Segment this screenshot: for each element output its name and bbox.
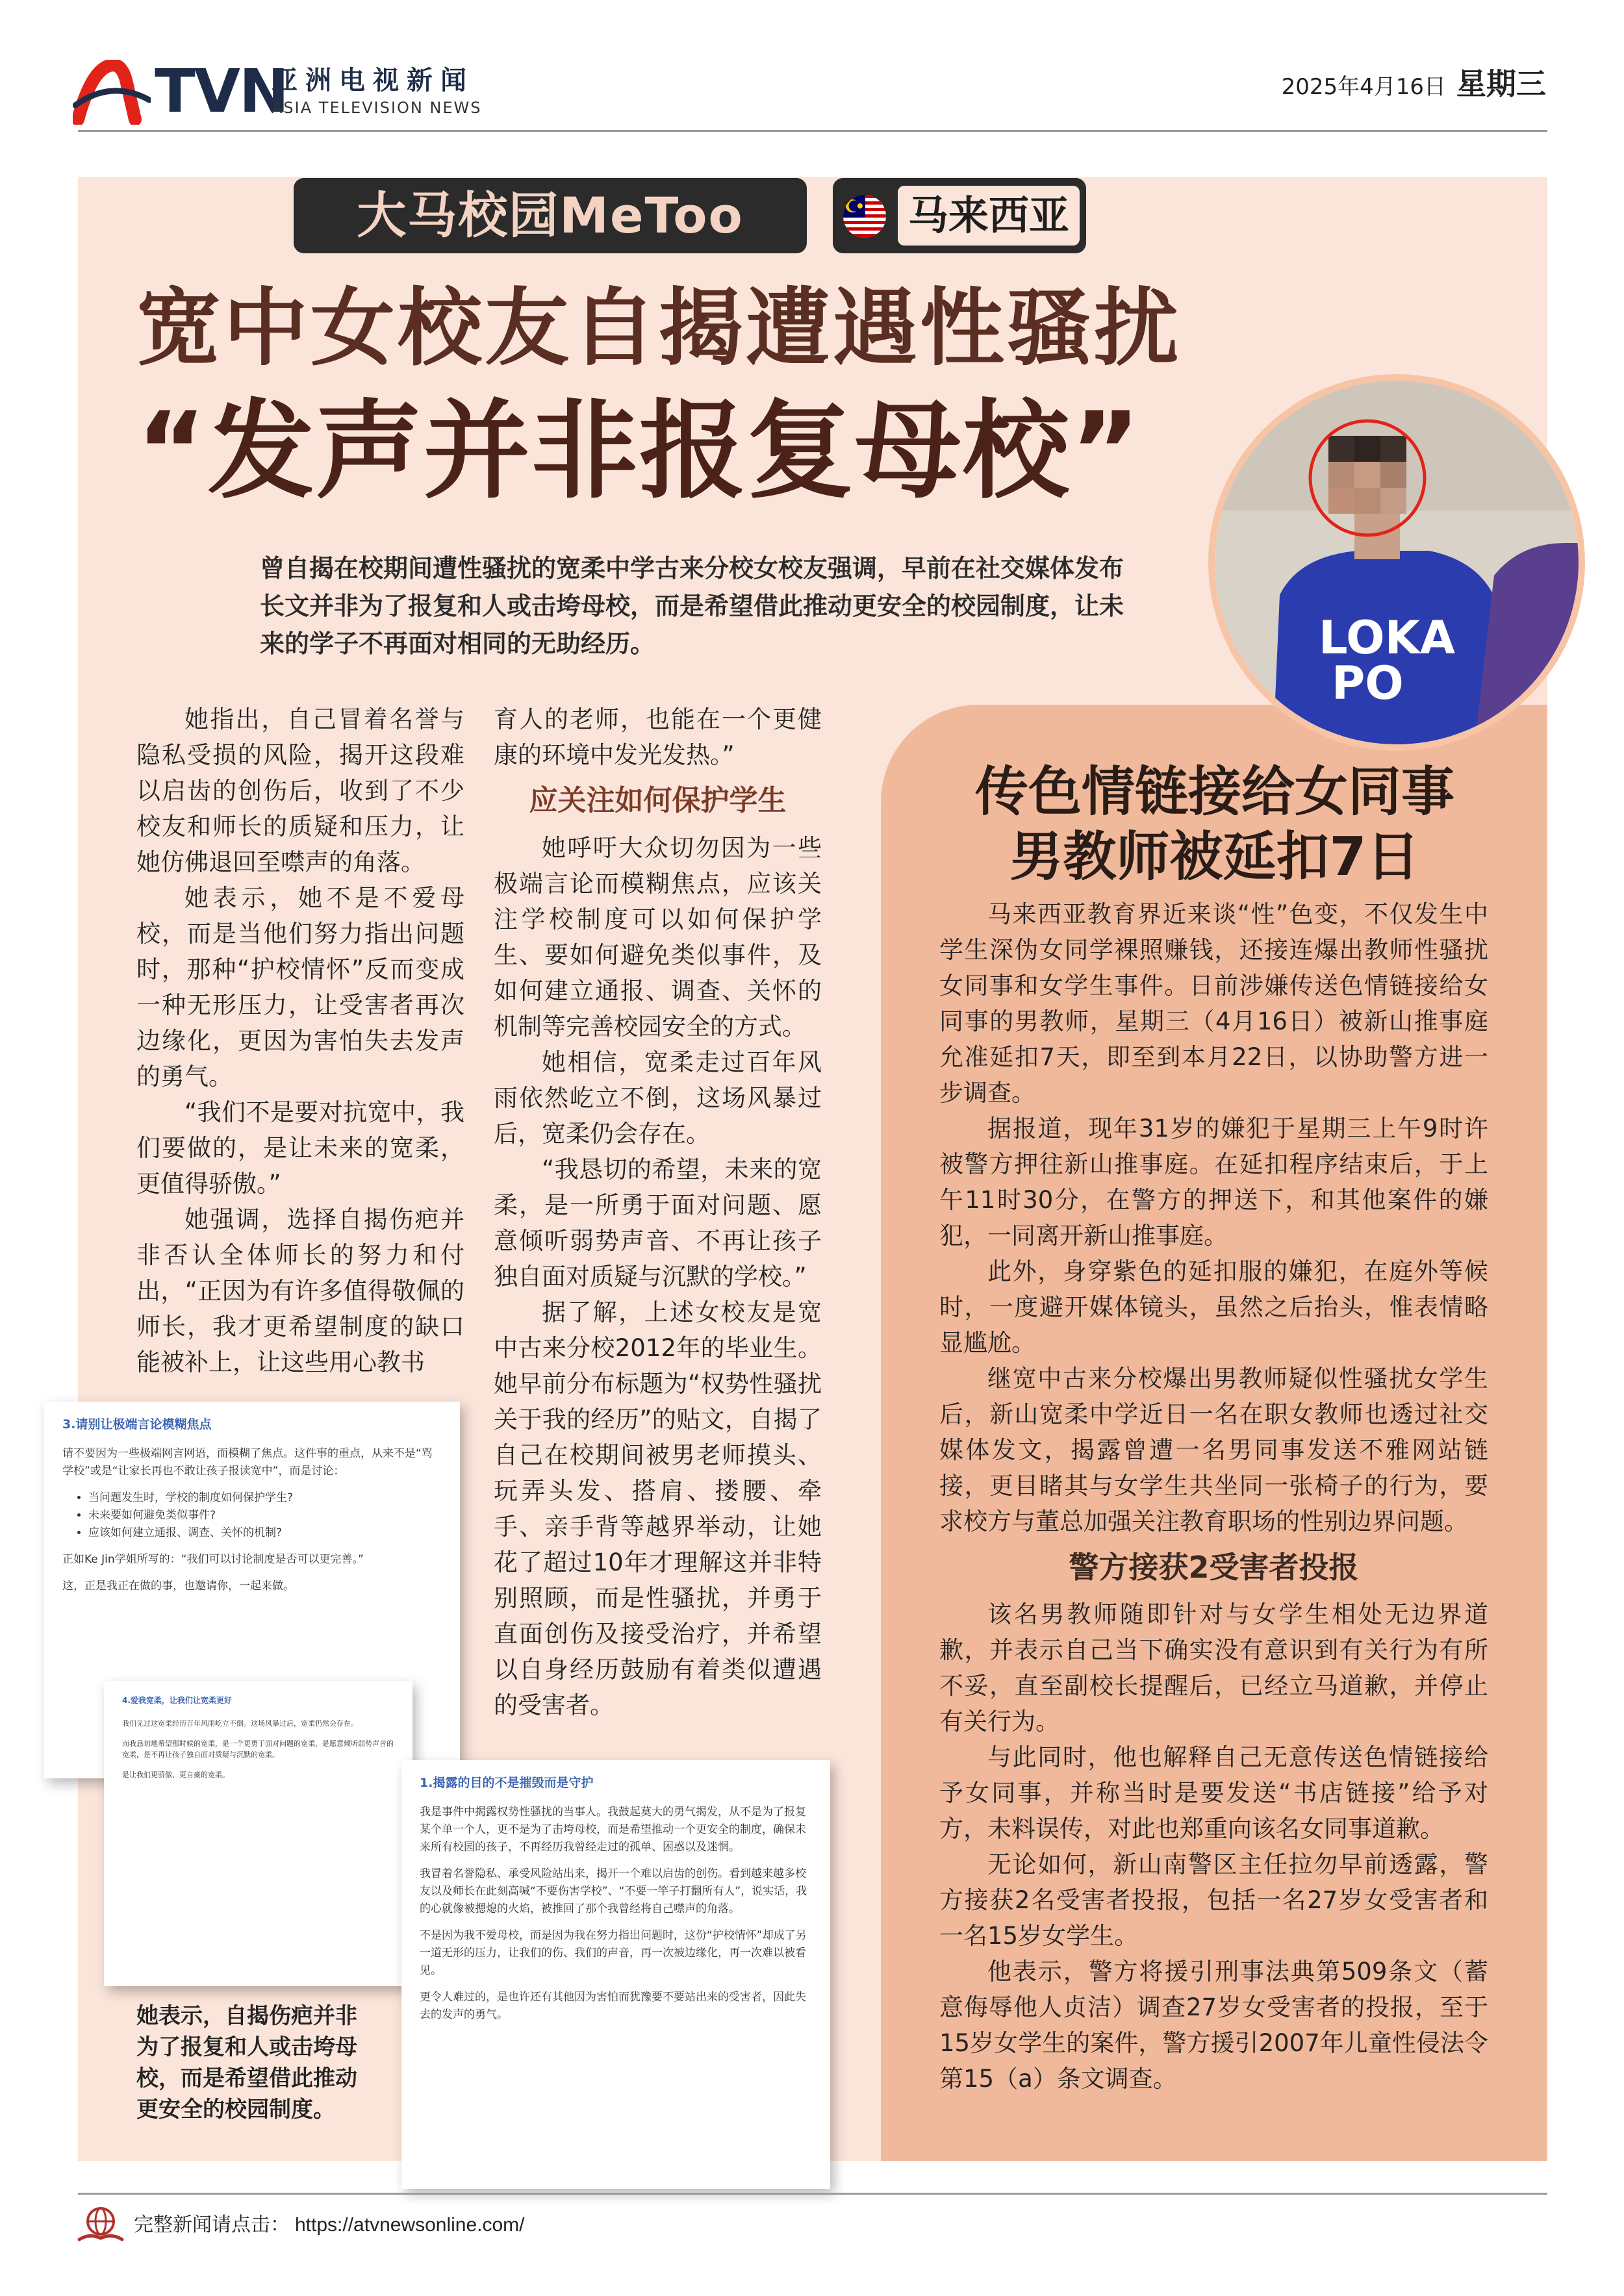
article-column-1: [136, 701, 464, 1380]
paragraph: 据了解，上述女校友是宽中古来分校2012年的毕业生。她早前分布标题为“权势性骚扰 关于我的经历”的贴文，自揭了自己在校期间被男老师摸头、玩弄头发、搭肩、搂腰、牵手、亲手背等越界举动，让她花了超过10年才理解这并非特别照顾，而是性骚扰，并勇于直面创伤及接受治疗，并希望以自身经历鼓励有着类似遭遇的受害者。: [494, 1298, 822, 1719]
malaysia-flag-icon: [843, 195, 886, 238]
paragraph: 她相信，宽柔走过百年风雨依然屹立不倒，这场风暴过后，宽柔仍会存在。: [494, 1048, 822, 1148]
card-bullet: • 当问题发生时，学校的制度如何保护学生?: [88, 1489, 442, 1507]
sidebar-headline: [909, 760, 1520, 890]
card-paragraph: 我冒着名誉隐私、承受风险站出来，揭开一个难以启齿的创伤。看到越来越多校友以及师长在此刻高喊“不要伤害学校”、“不要一竿子打翻所有人”，说实话，我的心就像被摁熄的火焰，被推回了那个我曾经将自己噤声的角落。: [420, 1867, 807, 1915]
card-paragraph: 而我恳切地希望那时候的宽柔，是一个更勇于面对问题的宽柔，是愿意倾听弱势声音的宽柔，是不再让孩子独自面对质疑与沉默的宽柔。: [122, 1739, 394, 1759]
weekday-text: 星期三: [1456, 66, 1546, 101]
paragraph: 她表示，她不是不爱母校，而是当他们努力指出问题时，那种“护校情怀”反而变成一种无形压力，让受害者再次边缘化，更因为害怕失去发声的勇气。: [136, 884, 464, 1091]
post-screenshot-card: [104, 1681, 412, 1986]
card-bullet-list: [88, 1489, 442, 1542]
paragraph: 马来西亚教育界近来谈“性”色变，不仅发生中学生深伪女同学裸照赚钱，还接连爆出教师性骚扰女同事和女学生事件。日前涉嫌传送色情链接给女同事的男教师，星期三（4月16日）被新山推事庭允准延扣7天，即至到本月22日，以协助警方进一步调查。: [939, 900, 1488, 1107]
paragraph: 无论如何，新山南警区主任拉勿早前透露，警方接获2名受害者投报，包括一名27岁女受害者和一名15岁女学生。: [939, 1850, 1488, 1950]
card-paragraph: 更令人难过的，是也许还有其他因为害怕而犹豫要不要站出来的受害者，因此失去的发声的勇气。: [420, 1991, 806, 2021]
issue-date: [1282, 68, 1546, 103]
paragraph: 他表示，警方将援引刑事法典第509条文（蓄意侮辱他人贞洁）调查27岁女受害者的投报，至于15岁女学生的案件，警方援引2007年儿童性侵法令第15（a）条文调查。: [939, 1958, 1488, 2093]
globe-hand-icon: [77, 2204, 125, 2245]
article-column-2: [494, 701, 822, 1723]
photo-caption: 她表示，自揭伤疤并非为了报复和人或击垮母校，而是希望借此推动更安全的校园制度。: [136, 2003, 357, 2123]
footer-link-line: [134, 2210, 525, 2241]
section-subheading: 应关注如何保护学生: [529, 784, 787, 817]
country-label: 马来西亚: [898, 186, 1080, 246]
card-paragraph: 请不要因为一些极端网言网语，而模糊了焦点。这件事的重点，从来不是“骂学校”或是“让家长再也不敢让孩子报读宽中”，而是讨论：: [62, 1447, 433, 1478]
card-paragraph: 正如Ke Jin学姐所写的：“我们可以讨论制度是否可以更完善。”: [62, 1553, 364, 1566]
masthead: [0, 0, 1624, 149]
country-tag: [833, 178, 1086, 253]
date-text: 2025年4月16日: [1281, 74, 1446, 100]
paragraph: 此外，身穿紫色的延扣服的嫌犯，在庭外等候时，一度避开媒体镜头，虽然之后抬头，惟表情略显尴尬。: [939, 1257, 1488, 1357]
headline-main: 宽中女校友自揭遭遇性骚扰: [136, 279, 1182, 377]
logo-chinese-name: 亚洲电视新闻: [272, 66, 474, 95]
footer-url-link[interactable]: https://atvnewsonline.com/: [295, 2214, 525, 2236]
sidebar-subheading: 警方接获2受害者投报: [1069, 1550, 1359, 1585]
card-title: 1.揭露的目的不是摧毁而是守护: [420, 1776, 594, 1790]
article-lede: 曾自揭在校期间遭性骚扰的宽柔中学古来分校女校友强调，早前在社交媒体发布长文并非为了报复和人或击垮母校，而是希望借此推动更安全的校园制度，让未来的学子不再面对相同的无助经历。: [260, 554, 1124, 658]
paragraph: 与此同时，他也解释自己无意传送色情链接给予女同事，并称当时是要发送“书店链接”给予对方，未料误传，对此也郑重向该名女同事道歉。: [939, 1743, 1488, 1843]
post-screenshot-card: [401, 1760, 830, 2189]
series-tag: 大马校园MeToo: [294, 178, 807, 253]
paragraph: 她强调，选择自揭伤疤并非否认全体师长的努力和付出，“正因为有许多值得敬佩的师长，我才更希望制度的缺口能被补上，让这些用心教书: [136, 1205, 464, 1376]
paragraph: 该名男教师随即针对与女学生相处无边界道歉，并表示自己当下确实没有意识到有关行为有所不妥，直至副校长提醒后，已经立马道歉，并停止有关行为。: [939, 1600, 1488, 1735]
paragraph: 继宽中古来分校爆出男教师疑似性骚扰女学生后，新山宽柔中学近日一名在职女教师也透过社交媒体发文，揭露曾遭一名男同事发送不雅网站链接，更目睹其与女学生共坐同一张椅子的行为，要求校方与董总加强关注教育职场的性别边界问题。: [939, 1365, 1488, 1535]
card-bullet: • 应该如何建立通报、调查、关怀的机制?: [88, 1524, 442, 1542]
logo-wordmark: TVN: [155, 57, 288, 126]
sidebar-column: [939, 896, 1488, 2097]
atvn-logo-icon: [73, 60, 151, 125]
header-divider: [78, 130, 1547, 132]
svg-text:PO: PO: [1332, 657, 1404, 710]
pixelated-face: [1328, 436, 1406, 514]
headline-quote: “发声并非报复母校”: [136, 389, 1142, 513]
suspect-photo: [1208, 374, 1585, 751]
paragraph: 据报道，现年31岁的嫌犯于星期三上午9时许被警方押往新山推事庭。在延扣程序结束后，于上午11时30分，在警方的押送下，和其他案件的嫌犯，一同离开新山推事庭。: [939, 1115, 1488, 1250]
paragraph: 育人的老师，也能在一个更健康的环境中发光发热。”: [494, 705, 822, 769]
paragraph: “我恳切的希望，未来的宽柔，是一所勇于面对问题、愿意倾听弱势声音、不再让孩子独自面对质疑与沉默的学校。”: [494, 1155, 822, 1291]
svg-text:LOKA: LOKA: [1319, 611, 1456, 664]
footer-divider: [78, 2193, 1547, 2195]
footer-label: 完整新闻请点击：: [134, 2214, 290, 2236]
card-paragraph: 是让我们更骄傲、更自豪的宽柔。: [122, 1771, 229, 1779]
paragraph: 她指出，自己冒着名誉与隐私受损的风险，揭开这段难以启齿的创伤后，收到了不少校友和师长的质疑和压力，让她仿佛退回至噤声的角落。: [136, 705, 464, 876]
card-paragraph: 我是事件中揭露权势性骚扰的当事人。我鼓起莫大的勇气揭发，从不是为了报复某个单一个人，更不是为了击垮母校，而是希望推动一个更安全的制度，确保未来所有校园的孩子，不再经历我曾经走过的孤单、困惑以及迷惘。: [420, 1806, 806, 1854]
card-title: 4.爱我宽柔，让我们让宽柔更好: [122, 1696, 232, 1705]
logo-english-name: ASIA TELEVISION NEWS: [272, 99, 482, 117]
paragraph: 她呼吁大众切勿因为一些极端言论而模糊焦点，应该关注学校制度可以如何保护学生、要如何避免类似事件，及如何建立通报、调查、关怀的机制等完善校园安全的方式。: [494, 834, 822, 1041]
card-bullet: • 未来要如何避免类似事件?: [88, 1507, 442, 1524]
card-paragraph: 我们见过这宽柔经历百年风雨屹立不倒。这场风暴过后，宽柔仍然会存在。: [122, 1719, 358, 1728]
sidebar-headline-line2: 男教师被延扣7日: [1009, 826, 1420, 888]
sidebar-headline-line1: 传色情链接给女同事: [974, 761, 1454, 823]
card-paragraph: 这，正是我正在做的事，也邀请你，一起来做。: [62, 1580, 294, 1593]
paragraph: “我们不是要对抗宽中，我们要做的，是让未来的宽柔，更值得骄傲。”: [136, 1098, 464, 1198]
card-title: 3.请别让极端言论模糊焦点: [62, 1417, 212, 1432]
card-paragraph: 不是因为我不爱母校，而是因为我在努力指出问题时，这份“护校情怀”却成了另一道无形的压力，让我们的伤、我们的声音，再一次被边缘化，再一次难以被看见。: [420, 1929, 807, 1977]
